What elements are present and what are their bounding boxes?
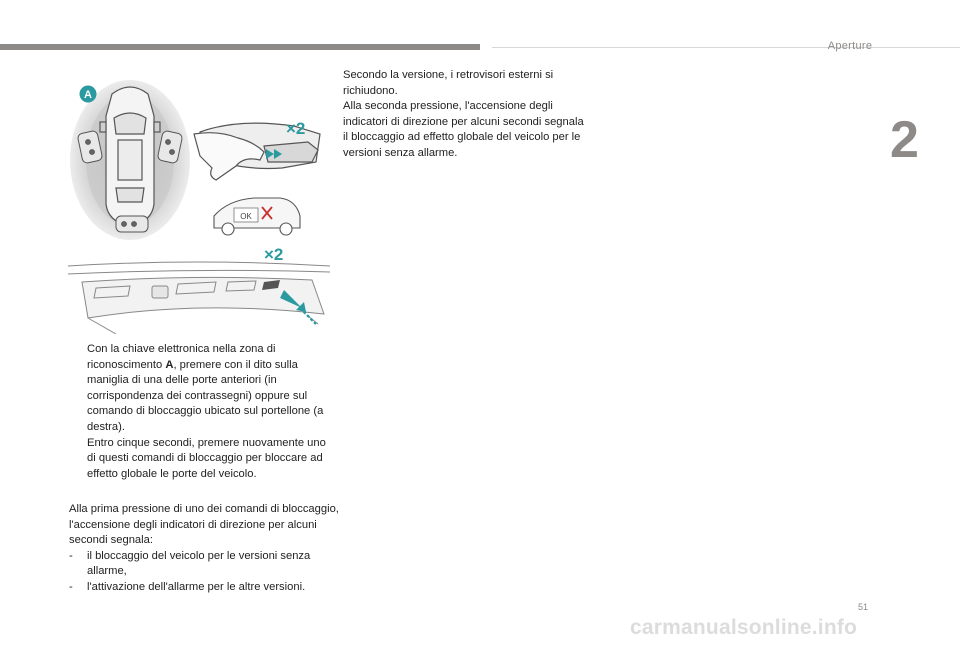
- watermark: carmanualsonline.info: [630, 616, 858, 639]
- press-count-bottom: ×2: [264, 245, 284, 264]
- first-press-paragraph: [69, 502, 339, 596]
- header-rule: [0, 44, 480, 50]
- instruction-item: Entro cinque secondi, premere nuovamente uno di questi comandi di bloccaggio per bloccare ad effetto globale le porte del veicolo.: [87, 436, 326, 480]
- page-number: 51: [857, 602, 868, 612]
- svg-text:OK: OK: [240, 212, 252, 221]
- chapter-number: 2: [890, 111, 919, 169]
- right-column-text: [343, 68, 588, 162]
- section-title: Aperture: [827, 40, 873, 52]
- mirror-fold-paragraph: Secondo la versione, i retrovisori esterni si richiudono.: [343, 69, 554, 97]
- locking-illustration: [68, 76, 330, 248]
- tailgate-illustration: [68, 238, 330, 334]
- second-press-paragraph: Alla seconda pressione, l'accensione degli indicatori di direzione per alcuni secondi segnala il bloccaggio ad effetto globale del veicolo per le versioni senza allarme.: [343, 100, 584, 159]
- first-press-intro: Alla prima pressione di uno dei comandi di bloccaggio, l'accensione degli indicatori di direzione per alcuni secondi segnala:: [69, 503, 339, 547]
- instruction-list: [69, 342, 334, 482]
- instruction-item: Con la chiave elettronica nella zona di riconoscimento A, premere con il dito sulla maniglia di una delle porte anteriori (in corrispondenza dei contrassegni) oppure sul comando di bloccaggio ubicato sul portellone (a destra).: [87, 343, 324, 433]
- press-count-top: ×2: [286, 119, 306, 138]
- key-fob-rear-icon: [116, 216, 148, 232]
- header-rule-thin: [492, 47, 960, 48]
- list-item: - il bloccaggio del veicolo per le versioni senza allarme,: [69, 549, 311, 578]
- car-top-view-icon: [100, 87, 160, 226]
- list-item: - l'attivazione dell'allarme per le altre versioni.: [69, 580, 306, 593]
- svg-text:A: A: [84, 89, 92, 101]
